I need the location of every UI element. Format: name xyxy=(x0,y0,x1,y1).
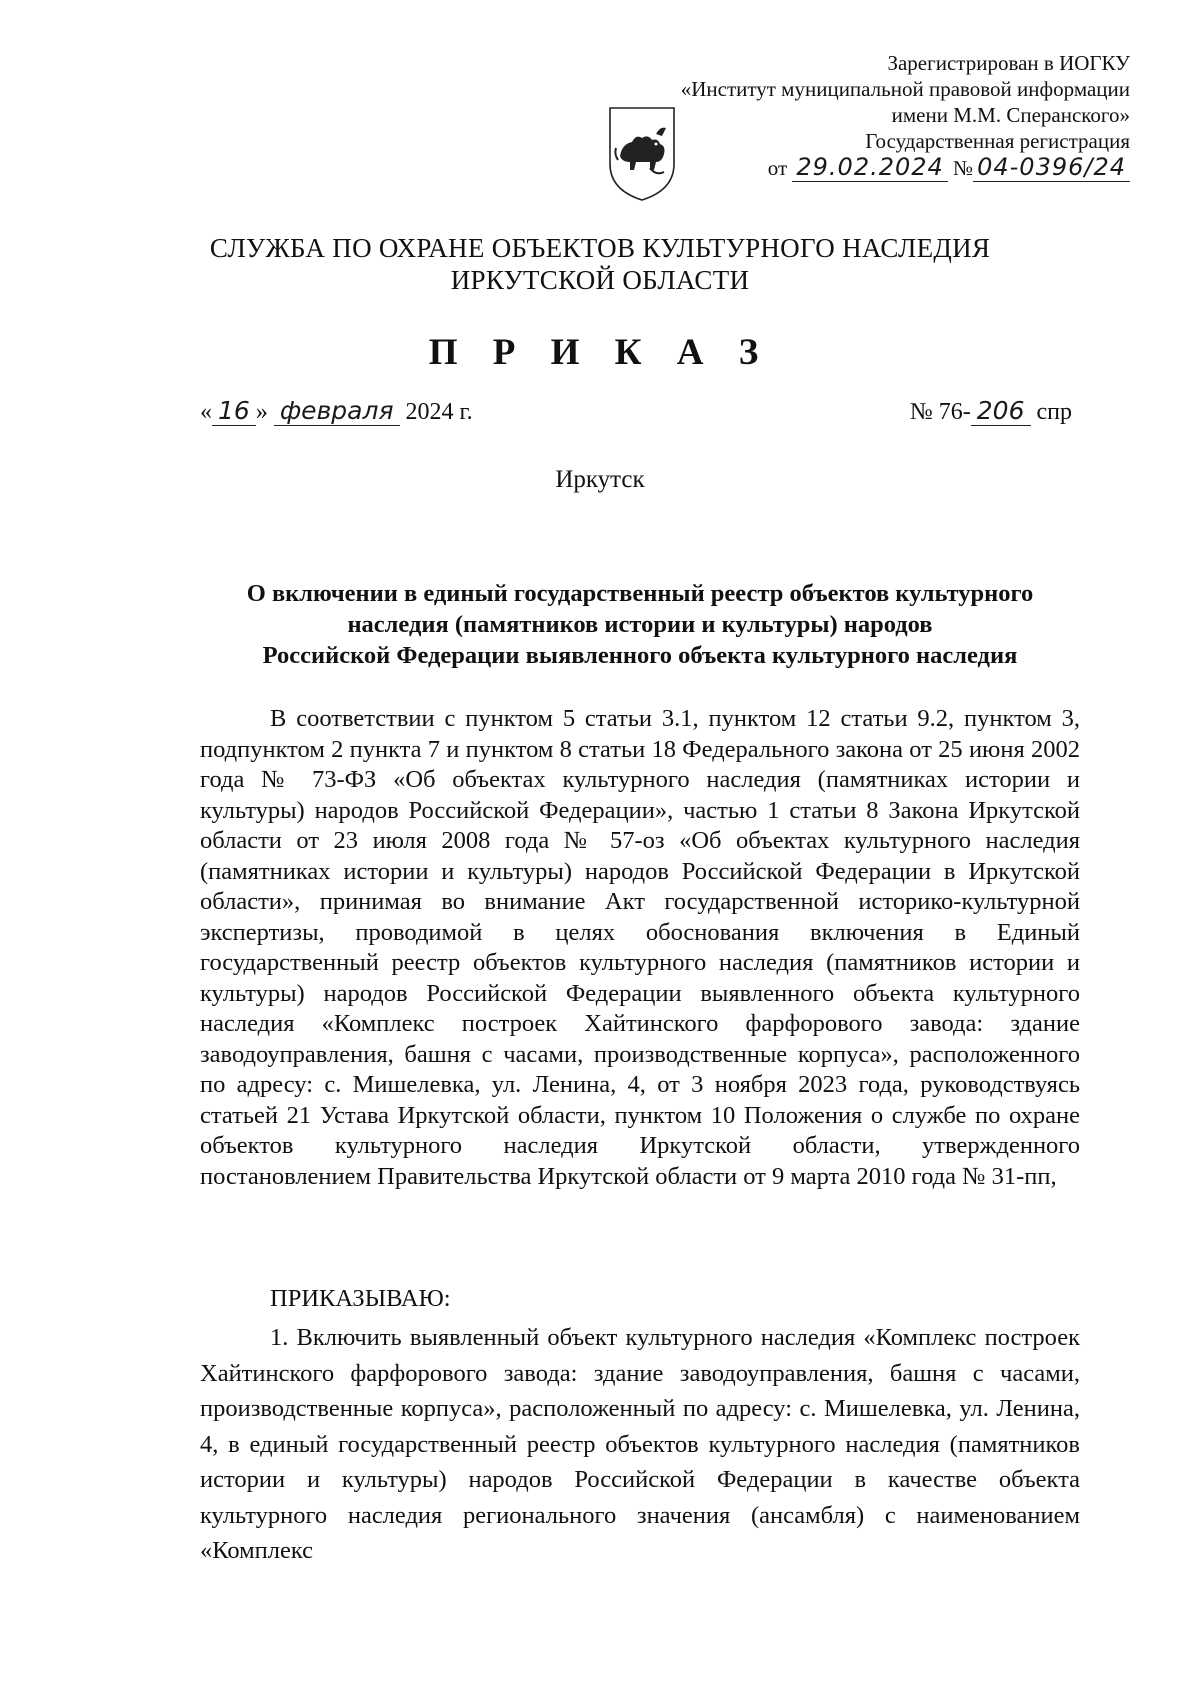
agency-name-line-2: ИРКУТСКОЙ ОБЛАСТИ xyxy=(450,265,750,295)
date-year: 2024 г. xyxy=(405,399,473,425)
registration-number: 04-0396/24 xyxy=(973,153,1130,182)
heading-line-2: наследия (памятников истории и культуры) народов xyxy=(347,611,933,638)
agency-name-line-1: СЛУЖБА ПО ОХРАНЕ ОБЪЕКТОВ КУЛЬТУРНОГО НАСЛЕДИЯ xyxy=(209,233,991,263)
order-item-1 xyxy=(200,1320,1080,1569)
number-prefix: № 76- xyxy=(909,399,971,425)
document-heading xyxy=(200,578,1080,671)
registration-line-3: имени М.М. Сперанского» xyxy=(891,103,1130,127)
document-number xyxy=(910,396,1072,426)
date-open-quote: « xyxy=(200,399,212,425)
heading-line-1: О включении в единый государственный реестр объектов культурного xyxy=(246,580,1034,607)
registration-line-4: Государственная регистрация xyxy=(865,129,1130,153)
registration-number-label: № xyxy=(953,156,974,180)
number-handwritten: 206 xyxy=(971,396,1031,426)
document-type-title: П Р И К А З xyxy=(428,332,772,373)
preamble-text: В соответствии с пунктом 5 статьи 3.1, пунктом 12 статьи 9.2, пунктом 3, подпунктом 2 пункта 7 и пунктом 8 статьи 18 Федерального закона от 25 июня 2002 года № 73-ФЗ «Об объектах культурного наследия (памятниках истории и культуры) народов Российской Федерации», частью 1 статьи 8 Закона Иркутской области от 23 июля 2008 года № 57-оз «Об объектах культурного наследия (памятниках истории и культуры) народов Российской Федерации в Иркутской области», принимая во внимание Акт государственной историко-культурной экспертизы, проводимой в целях обоснования включения в Единый государственный реестр объектов культурного наследия (памятников истории и культуры) народов Российской Федерации выявленного объекта культурного наследия «Комплекс построек Хайтинского фарфорового завода: здание заводоуправления, башня с часами, производственные корпуса», расположенного по адресу: с. Мишелевка, ул. Ленина, 4, от 3 ноября 2023 года, руководствуясь статьей 21 Устава Иркутской области, пунктом 10 Положения о службе по охране объектов культурного наследия Иркутской области, утвержденного постановлением Правительства Иркутской области от 9 марта 2010 года № 31-пп, xyxy=(200,705,1080,1190)
date-day: 16 xyxy=(212,396,256,426)
document-city: Иркутск xyxy=(555,466,645,493)
registration-line-2: «Институт муниципальной правовой информации xyxy=(680,77,1130,101)
registration-stamp xyxy=(610,50,1130,181)
registration-date: 29.02.2024 xyxy=(792,153,947,182)
number-suffix: спр xyxy=(1036,399,1072,425)
date-close-quote: » xyxy=(255,399,268,425)
registration-date-line xyxy=(610,154,1130,181)
heading-line-3: Российской Федерации выявленного объекта культурного наследия xyxy=(262,642,1018,669)
preamble-paragraph xyxy=(200,704,1080,1192)
order-item-1-text: 1. Включить выявленный объект культурного наследия «Комплекс построек Хайтинского фарфорового завода: здание заводоуправления, башня с часами, производственные корпуса», расположенный по адресу: с. Мишелевка, ул. Ленина, 4, в единый государственный реестр объектов культурного наследия (памятников истории и культуры) народов Российской Федерации в качестве объекта культурного наследия регионального значения (ансамбля) с наименованием «Комплекс xyxy=(200,1324,1080,1564)
document-date xyxy=(200,396,473,426)
irkutsk-coat-of-arms-icon xyxy=(606,104,678,204)
agency-name xyxy=(0,232,1200,296)
date-month: февраля xyxy=(274,396,400,426)
orders-label: ПРИКАЗЫВАЮ: xyxy=(270,1285,451,1312)
registration-from-label: от xyxy=(767,156,788,180)
registration-line-1: Зарегистрирован в ИОГКУ xyxy=(887,51,1130,75)
